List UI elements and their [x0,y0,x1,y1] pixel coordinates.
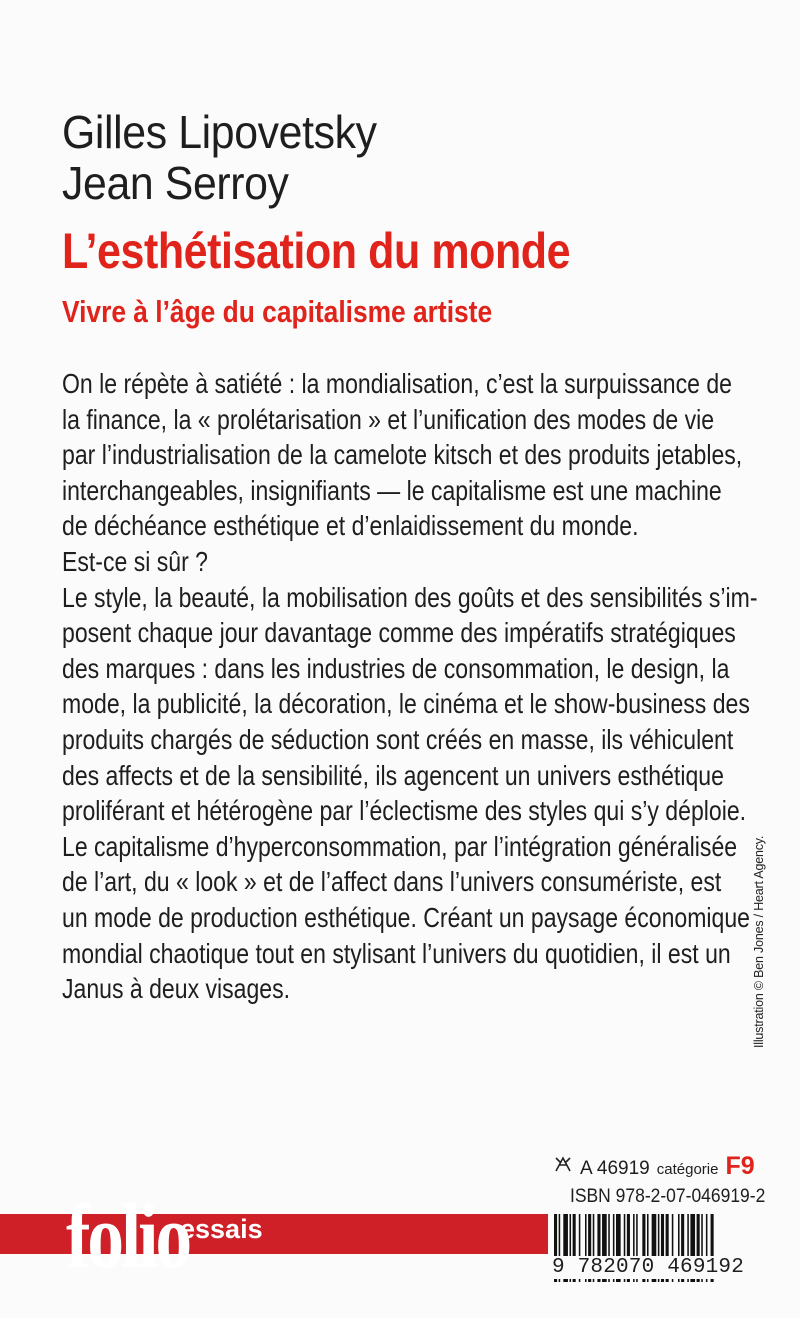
folio-logo: folio [66,1185,190,1287]
catalog-code [553,1152,755,1181]
book-subtitle: Vivre à l’âge du capitalisme artiste [62,294,493,329]
category-value: F9 [725,1152,755,1180]
category-label: catégorie [656,1161,719,1178]
back-cover-blurb [62,366,758,1007]
blurb-line: de l’art, du « look » et de l’affect dans l’univers consumériste, est [62,866,722,898]
blurb-line: mondial chaotique tout en stylisant l’univers du quotidien, il est un [62,937,731,969]
blurb-line: Le style, la beauté, la mobilisation des goûts et des sensibilités s’im- [62,581,758,613]
blurb-line: par l’industrialisation de la camelote kitsch et des produits jetables, [62,439,743,471]
publisher-logo-icon [553,1154,573,1174]
author-name: Gilles Lipovetsky [62,106,377,158]
blurb-line: un mode de production esthétique. Créant un paysage économique [62,901,750,933]
authors [62,107,377,209]
collection-name: essais [180,1214,263,1244]
blurb-line: la finance, la « prolétarisation » et l’unification des modes de vie [62,403,715,435]
blurb-line: proliférant et hétérogène par l’éclectisme des styles qui s’y déploie. [62,795,747,827]
blurb-line: des marques : dans les industries de consommation, le design, la [62,652,730,684]
blurb-line: On le répète à satiété : la mondialisation, c’est la surpuissance de [62,368,732,399]
book-title: L’esthétisation du monde [62,223,571,279]
blurb-line: Est-ce si sûr ? [62,545,208,577]
blurb-line: mode, la publicité, la décoration, le cinéma et le show-business des [62,688,750,720]
blurb-line: Le capitalisme d’hyperconsommation, par l’intégration généralisée [62,830,738,862]
barcode-digits: 9 782070 469192 [552,1256,745,1279]
blurb-line: de déchéance esthétique et d’enlaidissement du monde. [62,510,639,542]
blurb-line: Janus à deux visages. [62,973,291,1005]
blurb-line: des affects et de la sensibilité, ils agencent un univers esthétique [62,759,724,791]
catalog-number: A 46919 [580,1158,650,1179]
blurb-line: posent chaque jour davantage comme des impératifs stratégiques [62,617,736,649]
illustration-credit: Illustration © Ben Jones / Heart Agency. [752,835,766,1048]
author-name: Jean Serroy [62,157,289,209]
isbn: ISBN 978-2-07-046919-2 [570,1186,766,1207]
blurb-line: interchangeables, insignifiants — le capitalisme est une machine [62,474,722,506]
blurb-line: produits chargés de séduction sont créés en masse, ils véhiculent [62,723,734,755]
